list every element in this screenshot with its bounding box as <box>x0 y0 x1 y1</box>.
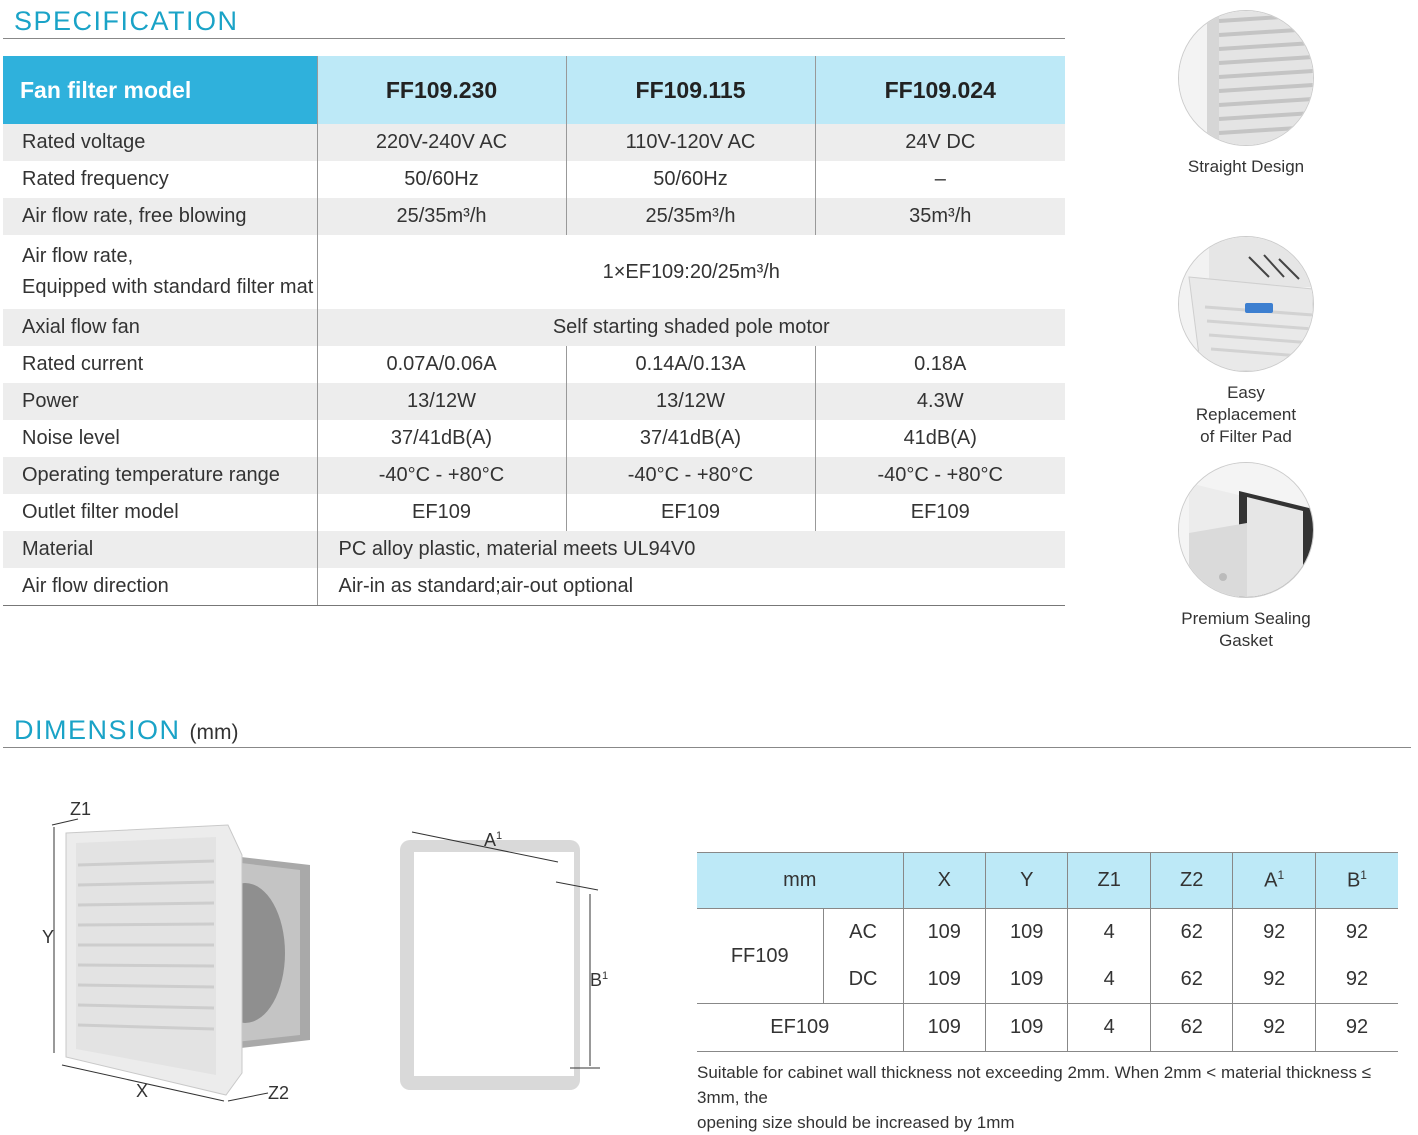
spec-cell: EF109 <box>317 494 566 531</box>
model-header: FF109.024 <box>815 56 1065 124</box>
spec-cell-merged: Self starting shaded pole motor <box>317 309 1065 346</box>
dim-cell: 62 <box>1150 1004 1232 1052</box>
dim-cell: 92 <box>1233 956 1315 1004</box>
dimension-title-text: DIMENSION <box>14 715 181 745</box>
spec-cell: 24V DC <box>815 124 1065 161</box>
spec-cell: 35m³/h <box>815 198 1065 235</box>
spec-row-label: Material <box>3 531 317 568</box>
dim-header: Z1 <box>1068 853 1150 909</box>
dimension-note-line: Suitable for cabinet wall thickness not exceeding 2mm. When 2mm < material thickness ≤ 3mm, the <box>697 1063 1372 1107</box>
dim-cell: 92 <box>1315 956 1398 1004</box>
dim-header: Y <box>986 853 1068 909</box>
dim-cell: 62 <box>1150 909 1232 957</box>
spec-row-material <box>3 531 1065 568</box>
dim-label-y: Y <box>42 927 55 947</box>
dim-cell: 92 <box>1233 1004 1315 1052</box>
spec-cell: 50/60Hz <box>566 161 815 198</box>
feature-caption: Premium Sealing Gasket <box>1181 609 1311 650</box>
dim-header: $B^1$ <box>1315 853 1398 909</box>
spec-cell: 50/60Hz <box>317 161 566 198</box>
spec-cell: -40°C - +80°C <box>566 457 815 494</box>
dim-model-label: EF109 <box>697 1004 903 1052</box>
dimension-title <box>14 715 239 746</box>
dimension-note <box>697 1060 1407 1135</box>
feature-straight-design <box>1176 10 1316 178</box>
filter-pad-image <box>1178 236 1314 372</box>
dim-label-x: X <box>136 1081 149 1101</box>
fan-dimension-drawing <box>30 795 330 1110</box>
dim-cell: 4 <box>1068 956 1150 1004</box>
sealing-gasket-image <box>1178 462 1314 598</box>
spec-row-label: Power <box>3 383 317 420</box>
dim-variant-label: AC <box>823 909 903 957</box>
spec-row-axial-fan <box>3 309 1065 346</box>
spec-cell: – <box>815 161 1065 198</box>
dim-row-ef109 <box>697 1004 1398 1052</box>
specification-title: SPECIFICATION <box>14 6 239 36</box>
spec-row-power <box>3 383 1065 420</box>
dimension-unit: (mm) <box>189 721 239 744</box>
spec-cell: -40°C - +80°C <box>815 457 1065 494</box>
spec-row-label: Outlet filter model <box>22 501 179 523</box>
spec-row-label-line: Equipped with standard filter mat <box>22 276 314 298</box>
spec-row-air-flow-free <box>3 198 1065 235</box>
spec-row-label: Rated current <box>22 353 144 375</box>
dim-header: $A^1$ <box>1233 853 1315 909</box>
dim-cell: 92 <box>1233 909 1315 957</box>
dim-cell: 109 <box>986 956 1068 1004</box>
spec-row-label <box>3 235 317 309</box>
spec-cell-merged: Air-in as standard;air-out optional <box>317 568 1065 606</box>
dim-cell: 4 <box>1068 909 1150 957</box>
dim-label-z2: Z2 <box>268 1083 290 1103</box>
spec-cell: 25/35m³/h <box>317 198 566 235</box>
feature-caption: Straight Design <box>1187 157 1305 176</box>
dimension-note-line: opening size should be increased by 1mm <box>697 1113 1015 1132</box>
feature-easy-replacement <box>1176 236 1316 448</box>
spec-cell: 4.3W <box>815 383 1065 420</box>
spec-cell: 13/12W <box>317 383 566 420</box>
dim-cell: 109 <box>903 909 985 957</box>
spec-cell-merged: 1×EF109:20/25m³/h <box>317 235 1065 309</box>
dim-header-unit: mm <box>697 853 903 909</box>
spec-row-label: Rated frequency <box>22 168 169 190</box>
dim-variant-label: DC <box>823 956 903 1004</box>
spec-row-rated-current <box>3 346 1065 383</box>
spec-row-rated-voltage <box>3 124 1065 161</box>
dim-label-b1: $B^1$ <box>590 970 609 990</box>
dim-cell: 92 <box>1315 1004 1398 1052</box>
spec-cell: 37/41dB(A) <box>566 420 815 457</box>
spec-title-rule <box>3 38 1065 39</box>
spec-row-rated-frequency <box>3 161 1065 198</box>
dim-group-label: FF109 <box>697 909 823 1004</box>
fan-grille-face <box>76 837 216 1075</box>
feature-caption-line: Easy Replacement <box>1195 383 1297 424</box>
dim-header-row <box>697 853 1398 909</box>
feature-caption-line: of Filter Pad <box>1200 427 1292 446</box>
spec-row-noise-level <box>3 420 1065 457</box>
dimension-title-rule <box>3 747 1411 748</box>
spec-header-row <box>3 56 1065 124</box>
spec-row-label: Noise level <box>22 427 120 449</box>
spec-row-label-line: Air flow rate, <box>22 245 134 267</box>
dim-header: Z2 <box>1150 853 1232 909</box>
dim-row-ac <box>697 909 1398 957</box>
spec-row-operating-temp <box>3 457 1065 494</box>
spec-row-label: Air flow direction <box>3 568 317 606</box>
model-header: FF109.115 <box>566 56 815 124</box>
filter-frame-opening <box>414 852 574 1076</box>
dim-cell: 4 <box>1068 1004 1150 1052</box>
spec-cell: 220V-240V AC <box>317 124 566 161</box>
dim-header: X <box>903 853 985 909</box>
model-header: FF109.230 <box>317 56 566 124</box>
specification-table <box>3 56 1065 606</box>
dim-label-z1: Z1 <box>70 799 92 819</box>
dim-cell: 109 <box>986 1004 1068 1052</box>
dim-cell: 109 <box>986 909 1068 957</box>
spec-row-label: Operating temperature range <box>3 457 317 494</box>
spec-cell: EF109 <box>815 494 1065 531</box>
spec-cell: 25/35m³/h <box>566 198 815 235</box>
feature-caption <box>1176 382 1316 448</box>
spec-row-label: Axial flow fan <box>3 309 317 346</box>
spec-row-air-flow-direction <box>3 568 1065 606</box>
spec-row-air-flow-filter <box>3 235 1065 309</box>
spec-cell-merged: PC alloy plastic, material meets UL94V0 <box>317 531 1065 568</box>
dim-cell: 92 <box>1315 909 1398 957</box>
dim-cell: 62 <box>1150 956 1232 1004</box>
dimension-table <box>697 852 1398 1052</box>
spec-row-label: Rated voltage <box>3 124 317 161</box>
spec-cell: 0.18A <box>815 346 1065 383</box>
spec-cell: 41dB(A) <box>815 420 1065 457</box>
spec-row-label: Air flow rate, free blowing <box>3 198 317 235</box>
spec-cell: 0.14A/0.13A <box>566 346 815 383</box>
straight-design-image <box>1178 10 1314 146</box>
spec-cell: 13/12W <box>566 383 815 420</box>
spec-cell: 37/41dB(A) <box>317 420 566 457</box>
spec-corner-header: Fan filter model <box>3 56 317 124</box>
spec-row-outlet-filter <box>3 494 1065 531</box>
feature-sealing-gasket <box>1176 462 1316 652</box>
filter-dimension-drawing <box>390 822 630 1094</box>
spec-cell: 0.07A/0.06A <box>317 346 566 383</box>
spec-cell: 110V-120V AC <box>566 124 815 161</box>
spec-cell: -40°C - +80°C <box>317 457 566 494</box>
dim-cell: 109 <box>903 956 985 1004</box>
dim-cell: 109 <box>903 1004 985 1052</box>
dim-label-a1: $A^1$ <box>484 830 503 850</box>
spec-cell: EF109 <box>566 494 815 531</box>
